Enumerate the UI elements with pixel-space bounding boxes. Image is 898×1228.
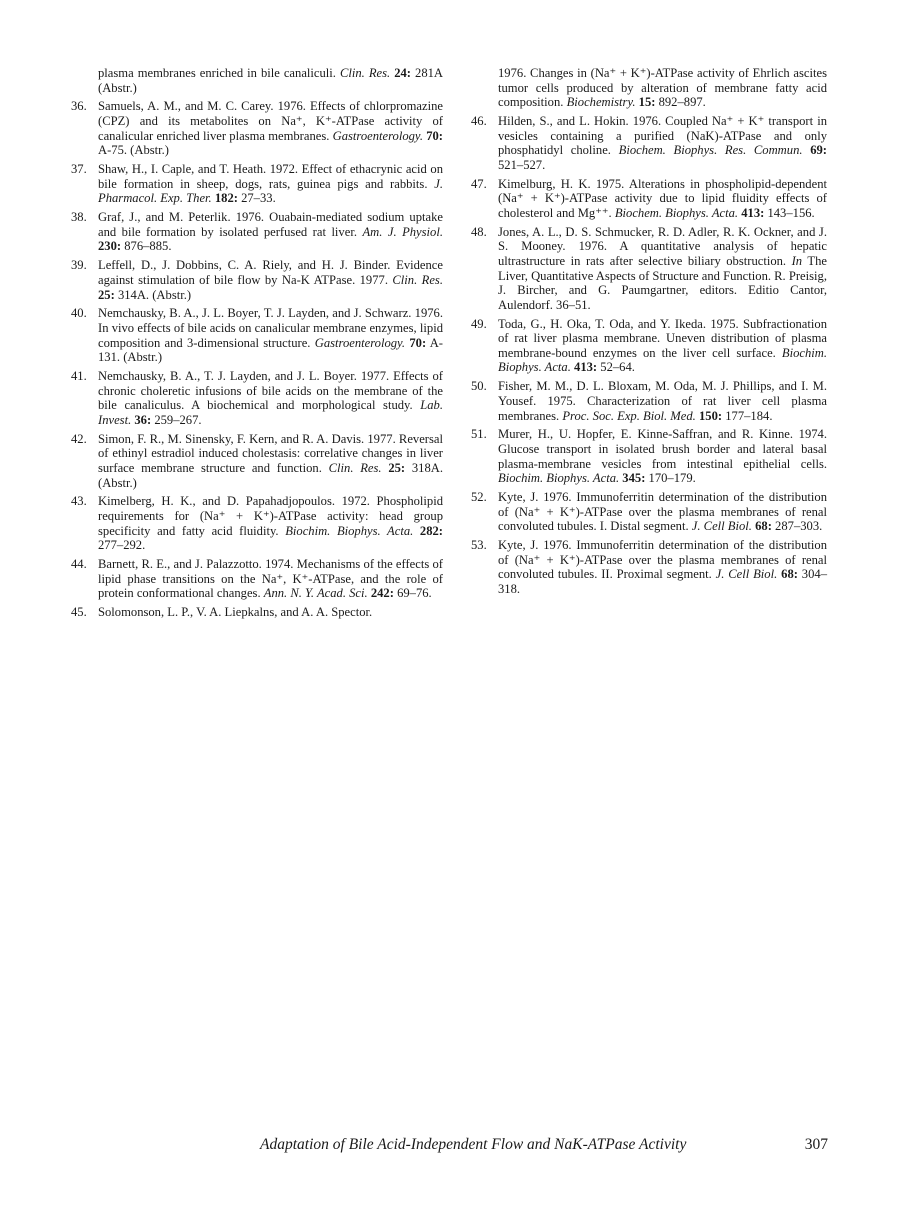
- reference-text: 304–318.: [498, 567, 827, 596]
- volume-number: 413:: [741, 205, 765, 220]
- journal-title: Biochim. Biophys. Acta.: [498, 345, 827, 375]
- reference-number: 50.: [471, 379, 487, 394]
- reference-number: 47.: [471, 176, 487, 191]
- reference-text: A-131. (Abstr.): [98, 335, 443, 365]
- journal-title: Biochemistry.: [566, 95, 636, 110]
- reference-item: [472, 427, 827, 485]
- reference-item: [72, 306, 443, 364]
- journal-title: Clin. Res.: [392, 272, 443, 287]
- reference-text: Hilden, S., and L. Hokin. 1976. Coupled Na⁺ + K⁺ transport in vesicles containing a purified (NaK)-ATPase and only phosphatidyl choline.: [498, 114, 827, 158]
- reference-text: plasma membranes enriched in bile canaliculi.: [98, 66, 340, 80]
- reference-text: 143–156.: [764, 205, 815, 220]
- journal-title: Gastroenterology.: [332, 128, 423, 143]
- reference-text: Nemchausky, B. A., T. J. Layden, and J. L. Boyer. 1977. Effects of chronic choleretic infusions of bile acids on the membrane of the bile canaliculus. A biochemical and morphological study.: [98, 369, 443, 413]
- volume-number: 230:: [98, 239, 122, 254]
- reference-number: 41.: [71, 369, 87, 384]
- volume-number: 68:: [755, 519, 772, 534]
- reference-text: 287–303.: [771, 519, 823, 534]
- volume-number: 69:: [810, 143, 827, 158]
- page-footer: [260, 1136, 828, 1154]
- reference-text: Simon, F. R., M. Sinensky, F. Kern, and R. A. Davis. 1977. Reversal of ethinyl estradiol induced cholestasis: correlative changes in liver surface membrane structure and function.: [98, 431, 443, 475]
- journal-title: J. Cell Biol.: [691, 519, 752, 534]
- journal-title: In: [791, 254, 803, 269]
- volume-number: 413:: [574, 360, 598, 375]
- reference-number: 52.: [471, 490, 487, 505]
- journal-title: Am. J. Physiol.: [362, 224, 443, 239]
- reference-item: [72, 605, 443, 620]
- volume-number: 24:: [394, 66, 411, 80]
- journal-title: J. Pharmacol. Exp. Ther.: [98, 176, 443, 206]
- references-left-column: [72, 66, 443, 620]
- reference-number: 46.: [471, 114, 487, 129]
- reference-number: 45.: [71, 605, 87, 620]
- journal-title: J. Cell Biol.: [715, 567, 778, 582]
- reference-continuation: [472, 66, 827, 110]
- running-title: Adaptation of Bile Acid-Independent Flow and NaK-ATPase Activity: [260, 1136, 687, 1153]
- reference-number: 48.: [471, 224, 487, 239]
- reference-item: [72, 210, 443, 254]
- journal-title: Ann. N. Y. Acad. Sci.: [263, 586, 368, 601]
- reference-item: [72, 432, 443, 490]
- references-right-column: [472, 66, 827, 597]
- reference-number: 43.: [71, 494, 87, 509]
- volume-number: 150:: [699, 408, 723, 423]
- reference-text: 318A. (Abstr.): [98, 460, 443, 490]
- reference-text: Toda, G., H. Oka, T. Oda, and Y. Ikeda. 1975. Subfractionation of rat liver plasma membrane. Uneven distribution of plasma membrane-bound enzymes on the liver cell surface.: [498, 316, 827, 360]
- reference-text: Solomonson, L. P., V. A. Liepkalns, and A. A. Spector.: [98, 605, 373, 620]
- volume-number: 15:: [638, 95, 656, 110]
- reference-text: 52–64.: [597, 360, 635, 375]
- journal-title: Biochim. Biophys. Acta.: [498, 471, 620, 486]
- journal-title: Biochim. Biophys. Acta.: [285, 523, 414, 538]
- reference-text: Kimelberg, H. K., and D. Papahadjopoulos. 1972. Phospholipid requirements for (Na⁺ + K⁺)-ATPase activity: head group specificity and fatty acid fluidity.: [98, 494, 443, 538]
- reference-item: [72, 162, 443, 206]
- reference-text: Murer, H., U. Hopfer, E. Kinne-Saffran, and R. Kinne. 1974. Glucose transport in isolated brush border and lateral basal plasma-membrane vesicles from intestinal epithelial cells.: [498, 427, 827, 471]
- reference-item: [472, 490, 827, 534]
- reference-text: 314A. (Abstr.): [114, 287, 192, 302]
- volume-number: 25:: [388, 460, 406, 475]
- reference-item: [472, 114, 827, 172]
- reference-text: 521–527.: [498, 157, 546, 172]
- volume-number: 242:: [370, 586, 394, 601]
- reference-text: 69–76.: [393, 586, 432, 601]
- reference-text: Kimelburg, H. K. 1975. Alterations in phospholipid-dependent (Na⁺ + K⁺)-ATPase activity due to lipid fluidity effects of cholesterol and Mg⁺⁺.: [498, 176, 827, 220]
- volume-number: 70:: [409, 335, 427, 350]
- reference-text: 277–292.: [98, 538, 146, 553]
- reference-text: The Liver, Quantitative Aspects of Structure and Function. R. Preisig, J. Bircher, and G. Paumgartner, editors. Editio Cantor, Aulendorf. 36–51.: [498, 254, 827, 312]
- journal-title: Biochem. Biophys. Res. Commun.: [618, 143, 803, 158]
- reference-text: 892–897.: [655, 95, 706, 110]
- journal-title: Lab. Invest.: [98, 398, 443, 427]
- volume-number: 345:: [622, 471, 646, 486]
- journal-title: Clin. Res.: [339, 66, 391, 80]
- reference-number: 40.: [71, 306, 87, 321]
- reference-text: Graf, J., and M. Peterlik. 1976. Ouabain-mediated sodium uptake and bile formation by isolated perfused rat liver.: [98, 210, 443, 239]
- reference-number: 53.: [471, 538, 487, 553]
- reference-continuation: [72, 66, 443, 95]
- reference-number: 42.: [71, 431, 87, 446]
- reference-item: [472, 379, 827, 423]
- volume-number: 25:: [98, 287, 115, 302]
- reference-item: [72, 258, 443, 302]
- volume-number: 282:: [419, 523, 443, 538]
- reference-item: [472, 177, 827, 221]
- reference-text: 27–33.: [237, 191, 276, 206]
- volume-number: 36:: [134, 412, 152, 427]
- reference-number: 36.: [71, 99, 87, 114]
- reference-text: 281A (Abstr.): [98, 66, 444, 95]
- journal-title: Biochem. Biophys. Acta.: [614, 205, 739, 220]
- reference-text: Kyte, J. 1976. Immunoferritin determination of the distribution of (Na⁺ + K⁺)-ATPase over the plasma membranes of renal convoluted tubules. II. Proximal segment.: [498, 538, 827, 582]
- reference-text: 170–179.: [645, 471, 696, 486]
- journal-title: Proc. Soc. Exp. Biol. Med.: [562, 408, 696, 423]
- reference-text: 177–184.: [722, 408, 773, 423]
- reference-item: [72, 557, 443, 601]
- reference-number: 39.: [71, 258, 87, 273]
- reference-text: Nemchausky, B. A., J. L. Boyer, T. J. Layden, and J. Schwarz. 1976. In vivo effects of bile acids on canalicular membrane enzymes, lipid composition and 3-dimensional structure.: [98, 306, 443, 350]
- reference-number: 51.: [471, 427, 487, 442]
- page-number: 307: [804, 1136, 828, 1153]
- reference-number: 37.: [71, 162, 87, 177]
- reference-text: 876–885.: [121, 239, 172, 254]
- reference-number: 44.: [71, 557, 87, 572]
- reference-text: [413, 524, 420, 538]
- reference-item: [72, 494, 443, 552]
- reference-item: [472, 225, 827, 313]
- reference-text: 259–267.: [151, 412, 202, 427]
- reference-item: [472, 317, 827, 375]
- reference-text: Shaw, H., I. Caple, and T. Heath. 1972. Effect of ethacrynic acid on bile formation in sheep, dogs, rats, guinea pigs and rabbits.: [98, 162, 443, 191]
- reference-text: Barnett, R. E., and J. Palazzotto. 1974. Mechanisms of the effects of lipid phase transitions on the Na⁺, K⁺-ATPase, and the role of protein conformational changes.: [98, 557, 443, 601]
- reference-number: 49.: [471, 316, 487, 331]
- volume-number: 182:: [214, 191, 238, 206]
- reference-text: Samuels, A. M., and M. C. Carey. 1976. Effects of chlorpromazine (CPZ) and its metabolites on Na⁺, K⁺-ATPase activity of canalicular enriched liver plasma membranes.: [98, 99, 443, 143]
- reference-text: Leffell, D., J. Dobbins, C. A. Riely, and H. J. Binder. Evidence against stimulation of bile flow by Na-K ATPase. 1977.: [98, 258, 443, 287]
- reference-number: 38.: [71, 210, 87, 225]
- reference-text: Kyte, J. 1976. Immunoferritin determination of the distribution of (Na⁺ + K⁺)-ATPase over the plasma membranes of renal convoluted tubules. I. Distal segment.: [498, 490, 827, 534]
- reference-item: [72, 369, 443, 427]
- journal-title: Clin. Res.: [328, 460, 382, 475]
- reference-text: Jones, A. L., D. S. Schmucker, R. D. Adler, R. K. Ockner, and J. S. Mooney. 1976. A quantitative analysis of hepatic ultrastructure in rats after selective biliary obstruction.: [498, 224, 827, 269]
- volume-number: 68:: [781, 567, 798, 582]
- reference-text: 1976. Changes in (Na⁺ + K⁺)-ATPase activity of Ehrlich ascites tumor cells produced by alteration of membrane fatty acid composition.: [498, 66, 827, 110]
- journal-title: Gastroenterology.: [314, 335, 406, 350]
- reference-item: [472, 538, 827, 596]
- reference-text: Fisher, M. M., D. L. Bloxam, M. Oda, M. J. Phillips, and I. M. Yousef. 1975. Characterization of rat liver cell plasma membranes.: [498, 379, 827, 423]
- volume-number: 70:: [426, 128, 443, 143]
- reference-item: [72, 99, 443, 157]
- reference-text: A-75. (Abstr.): [98, 143, 170, 158]
